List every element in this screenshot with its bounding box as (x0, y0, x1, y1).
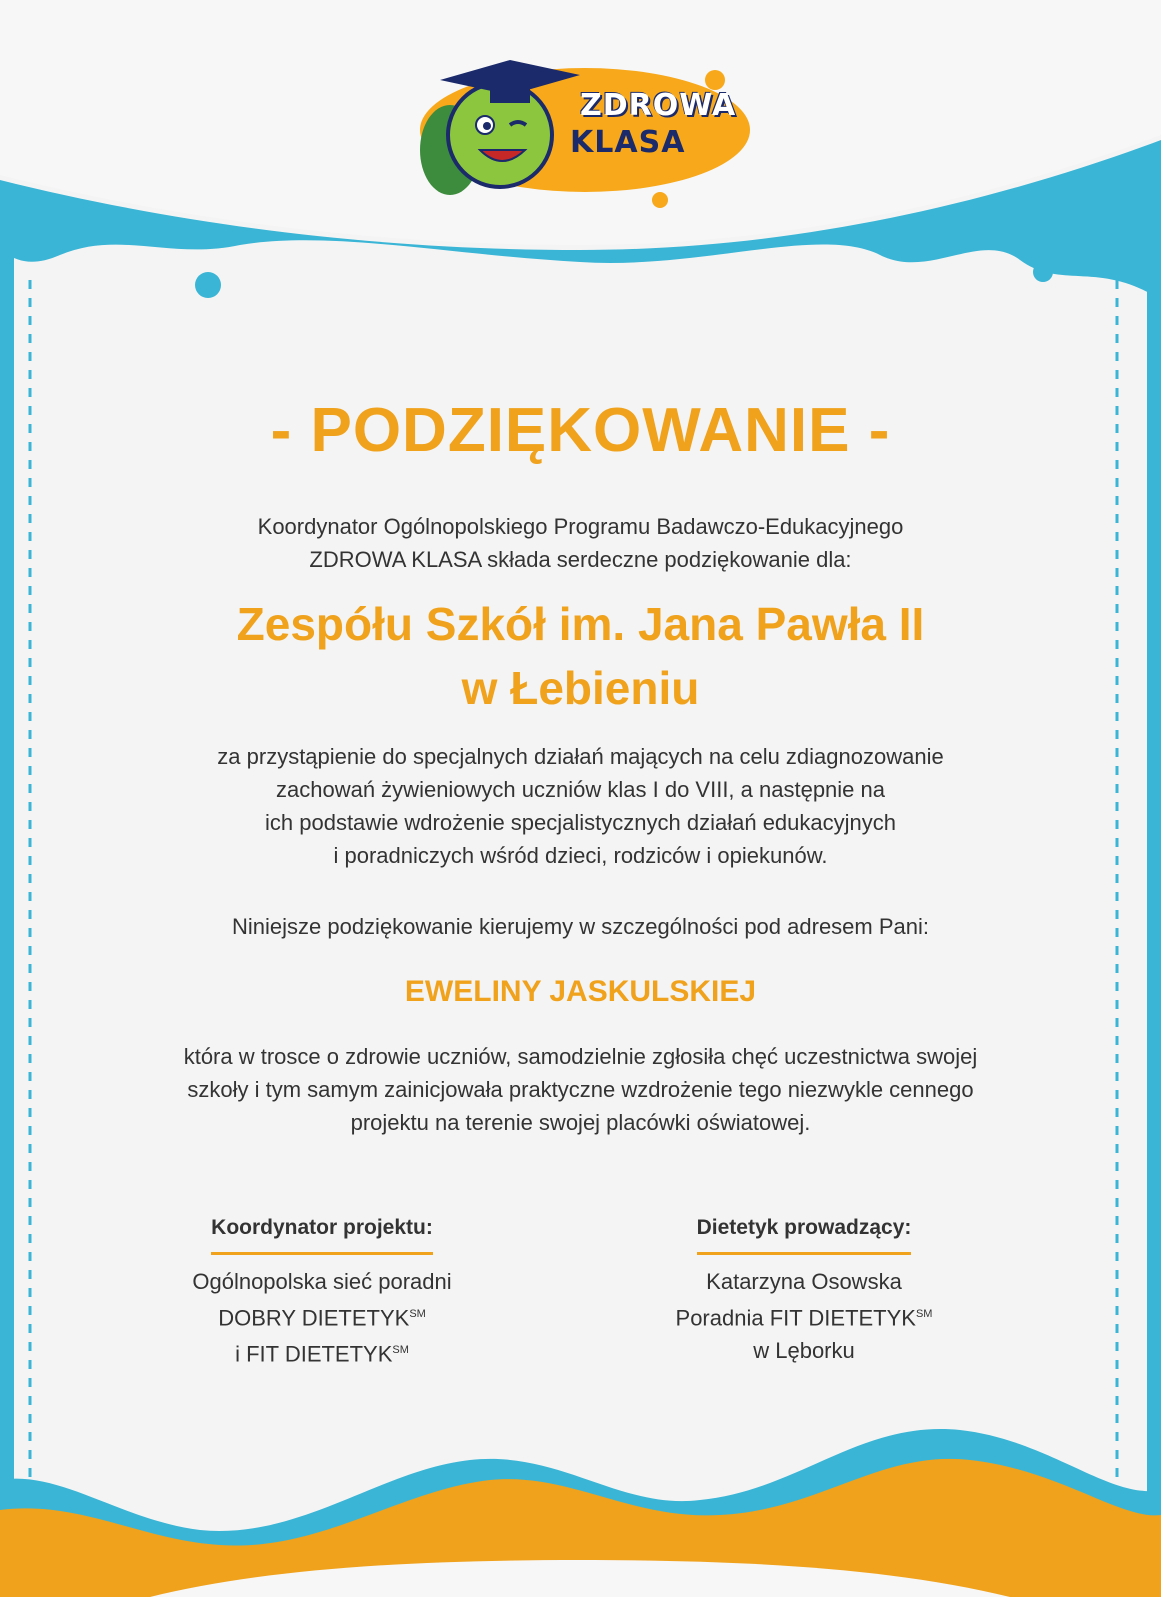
coordinator-signature-block (112, 1210, 532, 1371)
logo-line-2: KLASA (570, 125, 686, 160)
coordinator-heading: Koordynator projektu: (211, 1211, 433, 1255)
person-name: EWELINY JASKULSKIEJ (404, 975, 757, 1008)
closing-text (0, 1040, 1161, 1139)
certificate-title: - PODZIĘKOWANIE - (270, 396, 891, 465)
school-line-1: Zespółu Szkół im. Jana Pawła II (236, 598, 925, 650)
dietitian-heading: Dietetyk prowadzący: (697, 1211, 912, 1255)
closing-line-3: projektu na terenie swojej placówki oświatowej. (350, 1110, 811, 1135)
zdrowa-klasa-logo (410, 40, 760, 215)
school-line-2: w Łebieniu (461, 662, 700, 714)
reason-line-1: za przystąpienie do specjalnych działań mających na celu zdiagnozowanie (217, 744, 944, 769)
reason-line-2: zachowań żywieniowych uczniów klas I do VIII, a następnie na (276, 777, 885, 802)
closing-line-2: szkoły i tym samym zainicjowała praktyczne wzdrożenie tego niezwykle cennego (187, 1077, 974, 1102)
intro-line-2: ZDROWA KLASA składa serdeczne podziękowanie dla: (309, 547, 852, 572)
dietitian-line-2: Poradnia FIT DIETETYK℠ (675, 1305, 933, 1331)
reason-text (0, 740, 1161, 872)
dietitian-signature-block (594, 1210, 1014, 1367)
school-name (0, 592, 1161, 720)
intro-text (0, 510, 1161, 576)
closing-line-1: która w trosce o zdrowie uczniów, samodzielnie zgłosiła chęć uczestnictwa swojej (183, 1044, 978, 1069)
coordinator-line-3: i FIT DIETETYK℠ (235, 1341, 409, 1367)
dietitian-line-3: w Lęborku (753, 1338, 855, 1364)
reason-line-3: ich podstawie wdrożenie specjalistycznych działań edukacyjnych (265, 810, 896, 835)
coordinator-line-2: DOBRY DIETETYK℠ (218, 1305, 426, 1331)
intro-line-1: Koordynator Ogólnopolskiego Programu Badawczo-Edukacyjnego (257, 514, 904, 539)
address-line: Niniejsze podziękowanie kierujemy w szczególności pod adresem Pani: (231, 914, 929, 939)
reason-line-4: i poradniczych wśród dzieci, rodziców i opiekunów. (333, 843, 828, 868)
logo-line-1: ZDROWA (580, 88, 737, 123)
coordinator-line-1: Ogólnopolska sieć poradni (192, 1269, 452, 1294)
dietitian-line-1: Katarzyna Osowska (706, 1269, 902, 1294)
